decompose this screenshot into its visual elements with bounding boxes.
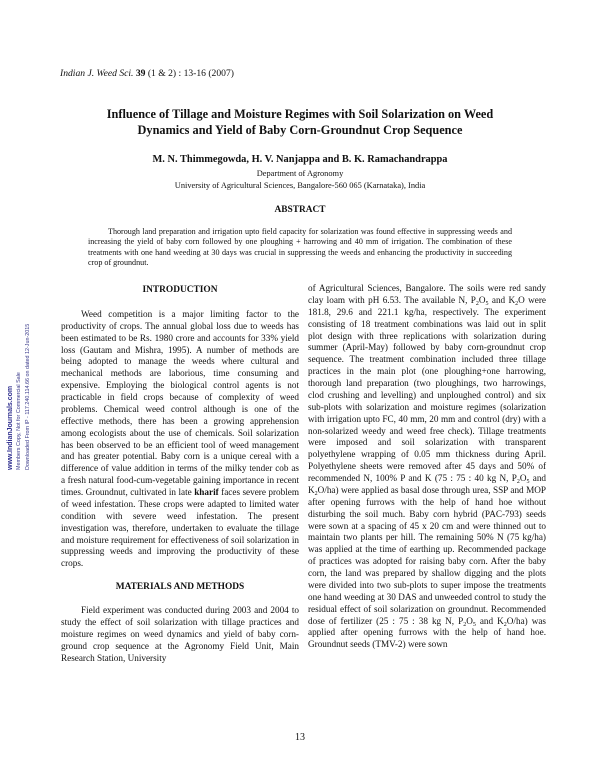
subscript-5: 5 [472,621,476,628]
download-watermark [6,324,33,470]
methods-text-b: O [478,294,486,305]
methods-text-f: and K [308,473,547,495]
methods-paragraph: Field experiment was conducted during 2003 and 2004 to study the effect of soil solarization with tillage practices and moisture regimes on weed dynamics and yield of baby corn-ground crop sequence at the Agronomy Field Unit, Main Research Station, University [61,605,299,663]
methods-text-j: O/ha) was applied after opening furrows with the help of hand hoe. Groundnut seeds (TMV-2) were sown [308,615,547,650]
journal-name: Indian J. Weed Sci. [60,68,134,79]
subscript-5: 5 [485,300,489,307]
authors: M. N. Thimmegowda, H. V. Nanjappa and B. K. Ramachandrappa [152,154,448,165]
introduction-paragraph [61,309,299,570]
methods-heading: MATERIALS AND METHODS [115,582,245,593]
watermark-download-note: Downloaded From IP - 117.240.114.66 on dated 12-Jun-2015 [25,323,31,470]
subscript-2: 2 [515,300,519,307]
intro-text-part-1: Weed competition is a major limiting factor to the productivity of crops. The annual global loss due to weeds has been estimated to be Rs. 1980 crore and accounts for 33% yield loss (Gautam and Mishra, 1995). A number of methods are being adopted to manage the weeds where cultural and mechanical methods are laborious, time consuming and expensive. Employing the biological control agents is not practicable in field crops because of complexity of weed problems. Chemical weed control although is one of the effective methods, there has been a growing apprehension among ecologists about the use of chemicals. Soil solarization has been observed to be an efficient tool of weed management and has greater potential. Baby corn is a unique cereal with a difference of value addition in terms of the milky tender cob as a fresh natural food-cum-vegetable gaining importance in recent times. Groundnut, cultivated in late [61,308,299,497]
journal-volume: 39 [135,68,146,79]
paper-title [55,106,545,138]
subscript-2: 2 [516,479,520,485]
page-number: 13 [295,732,305,743]
watermark-copy-note: Members Copy, Not for Commercial Sale [16,372,22,470]
subscript-2: 2 [503,621,507,628]
journal-issue-pages: (1 & 2) : 13-16 [147,68,206,79]
left-column [61,285,299,664]
paper-title-line-1: Influence of Tillage and Moisture Regimes with Soil Solarization on Weed [106,107,494,121]
methods-text-e: O [519,473,527,483]
abstract-text: Thorough land preparation and irrigation upto field capacity for solarization was found effective in suppressing weeds and increasing the yield of baby corn followed by one ploughing + harrowing and 40 mm of irrigation. The combination of these treatments with one hand weeding at 30 days was crucial in suppressing the weeds and enhancing the productivity in succeeding crop of groundnut. [88,227,512,267]
methods-continued-paragraph [308,283,546,651]
methods-text-c: and K [491,294,516,305]
paper-title-line-2: Dynamics and Yield of Baby Corn-Groundnut Crop Sequence [137,123,463,137]
affiliation-department: Department of Agronomy [256,169,344,178]
affiliation-university: University of Agricultural Sciences, Bangalore-560 065 (Karnataka), India [174,181,426,190]
subscript-5: 5 [526,479,530,485]
right-column [308,283,546,651]
journal-citation [60,68,234,79]
watermark-site: www.IndianJournals.com [7,385,14,470]
subscript-2: 2 [475,300,479,307]
methods-text-h: O [466,615,473,626]
intro-kharif-term: kharif [194,487,219,497]
methods-text-a: of Agricultural Sciences, Bangalore. The soils were red sandy clay loam with pH 6.53. The available N, P [308,283,546,305]
intro-text-part-2: faces severe problem of weed infestation. These crops were adapted to limited water condition with severe weed infestation. The present investigation was, therefore, undertaken to evaluate the tillage and moisture requirement for effectiveness of soil solarization in suppressing weeds and improving the productivity of these crops. [61,487,299,569]
methods-text-g: O/ha) were applied as basal dose through urea, SSP and MOP after opening furrows with the help of hand hoe without disturbing the soil much. Baby corn hybrid (PAC-793) seeds were sown at a spacing of 45 x 20 cm and were thinned out to maintain two plants per hill. The remaining 50% N (75 kg/ha) was applied at the time of earthing up. Recommended package of practices was adopted for raising baby corn. After the baby corn, the land was prepared by shallow digging and the plots were divided into two sub-plots to super impose the treatments one hand weeding at 30 DAS and unweeded control to study the residual effect of soil solarization on groundnut. Recommended dose of fertilizer (25 : 75 : 38 kg N, P [308,484,546,626]
subscript-2: 2 [314,490,318,497]
introduction-heading: INTRODUCTION [142,285,218,295]
subscript-2: 2 [463,621,467,628]
journal-year: (2007) [208,68,234,79]
abstract-heading: ABSTRACT [274,205,326,215]
methods-text-d: O were 181.8, 29.6 and 221.1 kg/ha, respectively. The experiment consisting of 18 treatment combinations was laid out in split plot design with three replications with solarization during summer (April-May) followed by baby corn-groundnut crop sequence. The treatment combination included three tillage practices in the main plot (one ploughing+one harrowing, thorough land preparation (two ploughings, two harrowings, clod crushing and levelling) and unploughed control) and six sub-plots with solarization and moisture regimes (solarization with irrigation upto FC, 40 mm, 20 mm and control (dry) with a non-solarized weedy and weed free check). Tillage treatments were imposed and soil solarization with transparent polyethylene wrapping of 0.05 mm thickness during April. Polyethylene sheets were removed after 45 days and 50% of recommended N, 100% P and K (75 : 75 : 40 kg N, P [308,294,546,483]
methods-text-i: and K [479,615,504,626]
